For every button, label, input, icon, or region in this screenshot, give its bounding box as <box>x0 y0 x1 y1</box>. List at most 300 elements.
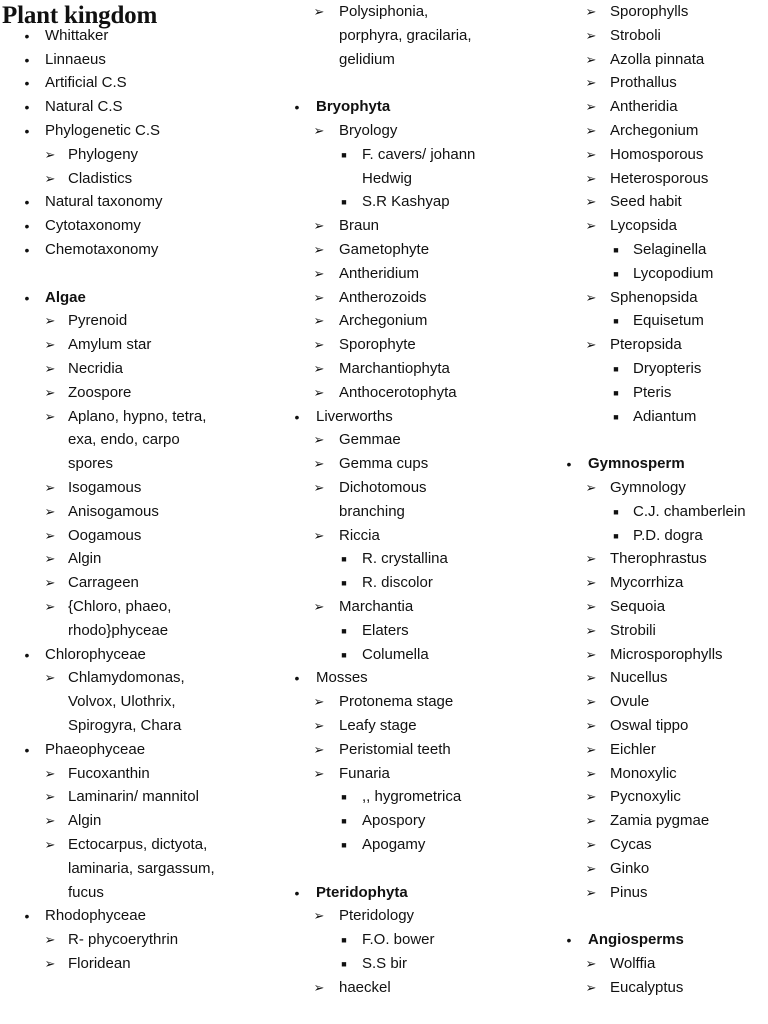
arrow-bullet-icon: ➢ <box>44 813 56 829</box>
list-item <box>0 143 270 167</box>
list-item <box>542 619 768 643</box>
square-bullet-icon: ■ <box>341 149 347 160</box>
arrow-bullet-icon: ➢ <box>313 480 325 495</box>
list-item <box>542 952 768 976</box>
list-item-text: Isogamous <box>68 479 142 496</box>
list-item-text: Selaginella <box>633 241 707 258</box>
arrow-bullet-icon: ➢ <box>585 218 597 234</box>
list-item-text: Archegonium <box>339 312 428 330</box>
arrow-bullet-icon: ➢ <box>44 599 56 614</box>
list-item-text: Aplano, hypno, tetra, <box>68 407 207 425</box>
list-item <box>270 666 542 690</box>
list-item <box>270 24 542 48</box>
list-item <box>270 595 542 619</box>
list-item <box>542 262 768 286</box>
list-item-text: Braun <box>339 217 380 235</box>
arrow-bullet-icon: ➢ <box>44 503 56 519</box>
list-item-text: F. cavers/ johann <box>362 145 476 163</box>
list-item-text: Pycnoxylic <box>610 788 681 806</box>
arrow-bullet-icon: ➢ <box>585 99 597 115</box>
bullet-dot-icon: • <box>24 194 30 211</box>
arrow-bullet-icon: ➢ <box>313 265 325 281</box>
arrow-bullet-icon: ➢ <box>44 932 56 948</box>
list-item <box>542 809 768 833</box>
section-heading <box>0 286 270 310</box>
list-item <box>270 119 542 143</box>
list-item <box>542 238 768 262</box>
bullet-dot-icon: • <box>24 218 30 235</box>
bullet-dot-icon: • <box>24 27 30 44</box>
list-item-text: Oswal tippo <box>610 717 689 734</box>
list-item-text: Eucalyptus <box>610 978 684 996</box>
square-bullet-icon: ■ <box>341 554 347 565</box>
list-item-text: Necridia <box>68 360 124 377</box>
list-item-text: Funaria <box>339 764 390 782</box>
list-item-text: Microsporophylls <box>610 645 723 663</box>
list-item <box>0 167 270 191</box>
list-item <box>270 0 542 24</box>
list-item <box>270 690 542 714</box>
list-item-text: Linnaeus <box>45 50 106 68</box>
list-item <box>542 119 768 143</box>
square-bullet-icon: ■ <box>613 245 619 255</box>
list-item <box>542 214 768 238</box>
arrow-bullet-icon: ➢ <box>313 456 325 472</box>
arrow-bullet-icon: ➢ <box>44 361 56 376</box>
list-item <box>542 0 768 24</box>
list-item-text: Sequoia <box>610 598 666 615</box>
list-item <box>0 690 270 714</box>
list-item-text: F.O. bower <box>362 931 435 949</box>
arrow-bullet-icon: ➢ <box>585 860 597 876</box>
list-item <box>270 619 542 643</box>
list-item-text: Spirogyra, Chara <box>68 717 182 734</box>
list-item <box>542 881 768 905</box>
arrow-bullet-icon: ➢ <box>585 27 597 43</box>
list-item <box>270 214 542 238</box>
list-item-text: Phaeophyceae <box>45 740 146 758</box>
list-item <box>542 24 768 48</box>
list-item <box>542 71 768 95</box>
list-item <box>270 452 542 476</box>
list-item <box>270 428 542 452</box>
square-bullet-icon: ■ <box>341 792 347 803</box>
list-item-text: Gymnology <box>610 479 686 496</box>
list-item-text: Natural C.S <box>45 98 123 116</box>
list-item-text: porphyra, gracilaria, <box>339 26 472 44</box>
list-item-text: fucus <box>68 883 104 901</box>
list-item-text: Cytotaxonomy <box>45 217 141 235</box>
list-item-text: Oogamous <box>68 526 142 544</box>
list-item <box>542 524 768 548</box>
list-item-text: Fucoxanthin <box>68 764 150 782</box>
arrow-bullet-icon: ➢ <box>585 670 597 686</box>
list-item-text: Strobili <box>610 621 656 639</box>
arrow-bullet-icon: ➢ <box>585 170 597 186</box>
list-item-text: {Chloro, phaeo, <box>68 598 172 615</box>
list-item <box>0 190 270 214</box>
square-bullet-icon: ■ <box>613 506 619 517</box>
arrow-bullet-icon: ➢ <box>313 337 325 353</box>
list-item-text: R. discolor <box>362 574 433 592</box>
list-item <box>270 309 542 333</box>
list-item-text: Therophrastus <box>610 550 707 568</box>
arrow-bullet-icon: ➢ <box>585 146 597 162</box>
arrow-bullet-icon: ➢ <box>585 884 597 900</box>
arrow-bullet-icon: ➢ <box>44 789 56 805</box>
list-item-text: Phylogenetic C.S <box>45 122 161 139</box>
list-item-text: Elaters <box>362 621 409 639</box>
list-item-text: Homosporous <box>610 145 704 163</box>
square-bullet-icon: ■ <box>613 387 619 398</box>
bullet-dot-icon: • <box>294 670 300 687</box>
bullet-dot-icon: • <box>24 289 30 306</box>
list-item <box>542 976 768 1000</box>
list-item <box>270 785 542 809</box>
arrow-bullet-icon: ➢ <box>313 123 325 138</box>
list-item-text: Gemmae <box>339 431 401 449</box>
list-item-text: S.R Kashyap <box>362 193 450 211</box>
list-item <box>270 571 542 595</box>
arrow-bullet-icon: ➢ <box>44 337 56 353</box>
list-item-text: C.J. chamberlein <box>633 502 746 520</box>
list-item-text: Antherozoids <box>339 288 427 306</box>
list-item <box>270 143 542 167</box>
list-item-text: rhodo}phyceae <box>68 621 169 639</box>
arrow-bullet-icon: ➢ <box>313 218 325 234</box>
arrow-bullet-icon: ➢ <box>585 51 597 67</box>
arrow-bullet-icon: ➢ <box>313 908 325 924</box>
arrow-bullet-icon: ➢ <box>313 313 325 329</box>
list-item-text: Natural taxonomy <box>45 193 163 211</box>
list-item <box>542 286 768 310</box>
list-item-text: Pteridology <box>339 907 415 925</box>
list-item <box>542 690 768 714</box>
list-item-text: Pinus <box>610 883 648 901</box>
arrow-bullet-icon: ➢ <box>585 789 597 805</box>
arrow-bullet-icon: ➢ <box>44 551 56 567</box>
list-item <box>270 952 542 976</box>
list-item <box>542 547 768 571</box>
list-item <box>542 595 768 619</box>
list-item-text: Sporophyte <box>339 336 416 354</box>
list-item-text: Anthocerotophyta <box>339 383 457 401</box>
square-bullet-icon: ■ <box>613 364 619 374</box>
list-item <box>270 738 542 762</box>
list-item-text: ,, hygrometrica <box>362 788 462 806</box>
list-item-text: Archegonium <box>610 122 699 139</box>
arrow-bullet-icon: ➢ <box>44 765 56 781</box>
arrow-bullet-icon: ➢ <box>585 575 597 591</box>
bullet-dot-icon: • <box>566 932 572 949</box>
arrow-bullet-icon: ➢ <box>585 4 597 19</box>
list-item-text: Carrageen <box>68 574 139 592</box>
list-item-text: Angiosperms <box>588 931 684 949</box>
list-item <box>0 666 270 690</box>
list-item <box>270 262 542 286</box>
list-item <box>542 500 768 524</box>
list-item <box>542 309 768 333</box>
list-item <box>542 857 768 881</box>
list-item-text: Gymnosperm <box>588 455 685 473</box>
arrow-bullet-icon: ➢ <box>585 75 597 91</box>
list-item <box>270 833 542 857</box>
list-item <box>0 881 270 905</box>
arrow-bullet-icon: ➢ <box>585 599 597 614</box>
arrow-bullet-icon: ➢ <box>313 4 325 19</box>
list-item-text: Artificial C.S <box>45 74 127 92</box>
arrow-bullet-icon: ➢ <box>313 242 325 257</box>
bullet-dot-icon: • <box>24 99 30 116</box>
arrow-bullet-icon: ➢ <box>313 361 325 376</box>
list-item-text: Marchantiophyta <box>339 360 450 377</box>
list-item <box>542 190 768 214</box>
list-item-text: Chemotaxonomy <box>45 241 159 258</box>
list-item-text: Chlamydomonas, <box>68 669 185 687</box>
square-bullet-icon: ■ <box>341 625 347 636</box>
list-item <box>270 524 542 548</box>
list-item <box>542 167 768 191</box>
list-item-text: Laminarin/ mannitol <box>68 788 199 806</box>
list-item <box>0 952 270 976</box>
list-item-text: Dryopteris <box>633 360 702 377</box>
list-item <box>270 167 542 191</box>
list-item-text: Mycorrhiza <box>610 574 684 592</box>
arrow-bullet-icon: ➢ <box>44 170 56 186</box>
list-item-text: Anisogamous <box>68 502 159 520</box>
list-item <box>0 547 270 571</box>
bullet-dot-icon: • <box>24 908 30 925</box>
arrow-bullet-icon: ➢ <box>585 622 597 638</box>
list-item-text: Wolffia <box>610 955 656 972</box>
list-item-text: Antheridia <box>610 98 678 116</box>
arrow-bullet-icon: ➢ <box>585 956 597 971</box>
arrow-bullet-icon: ➢ <box>313 765 325 781</box>
list-item-text: Bryology <box>339 122 398 139</box>
arrow-bullet-icon: ➢ <box>313 432 325 448</box>
arrow-bullet-icon: ➢ <box>44 146 56 162</box>
list-item-text: Sporophylls <box>610 3 689 20</box>
arrow-bullet-icon: ➢ <box>44 670 56 686</box>
bullet-dot-icon: • <box>566 456 572 473</box>
list-item <box>0 619 270 643</box>
list-item <box>542 333 768 357</box>
list-item <box>270 500 542 524</box>
list-item-text: Lycopodium <box>633 264 714 282</box>
list-item <box>542 762 768 786</box>
arrow-bullet-icon: ➢ <box>585 480 597 495</box>
list-item <box>0 24 270 48</box>
list-item <box>270 643 542 667</box>
arrow-bullet-icon: ➢ <box>313 289 325 305</box>
arrow-bullet-icon: ➢ <box>585 718 597 733</box>
list-item <box>270 333 542 357</box>
arrow-bullet-icon: ➢ <box>585 765 597 781</box>
list-item-text: Ectocarpus, dictyota, <box>68 836 208 853</box>
arrow-bullet-icon: ➢ <box>585 837 597 852</box>
list-item-text: exa, endo, carpo <box>68 431 180 449</box>
list-item <box>542 143 768 167</box>
list-item <box>542 738 768 762</box>
list-item-text: Prothallus <box>610 74 677 92</box>
arrow-bullet-icon: ➢ <box>585 123 597 138</box>
list-item-text: R- phycoerythrin <box>68 931 179 949</box>
list-item <box>270 238 542 262</box>
list-item-text: Volvox, Ulothrix, <box>68 693 176 711</box>
list-item-text: Apogamy <box>362 836 426 853</box>
list-item-text: Bryophyta <box>316 98 391 116</box>
list-item <box>270 904 542 928</box>
arrow-bullet-icon: ➢ <box>585 551 597 567</box>
list-item-text: Stroboli <box>610 26 661 44</box>
list-item <box>270 762 542 786</box>
list-item-text: Columella <box>362 645 429 663</box>
list-item <box>0 500 270 524</box>
list-item <box>0 309 270 333</box>
list-item <box>0 595 270 619</box>
list-item <box>0 738 270 762</box>
list-item <box>0 714 270 738</box>
list-item <box>270 809 542 833</box>
arrow-bullet-icon: ➢ <box>313 384 325 400</box>
list-item-text: Nucellus <box>610 669 668 687</box>
list-item <box>0 452 270 476</box>
list-item-text: Leafy stage <box>339 717 417 734</box>
square-bullet-icon: ■ <box>613 268 619 279</box>
list-item-text: Pteris <box>633 383 672 401</box>
arrow-bullet-icon: ➢ <box>585 194 597 210</box>
arrow-bullet-icon: ➢ <box>313 979 325 995</box>
arrow-bullet-icon: ➢ <box>313 599 325 614</box>
list-item-text: Cycas <box>610 836 652 853</box>
square-bullet-icon: ■ <box>341 840 347 850</box>
list-item-text: Antheridium <box>339 264 420 282</box>
bullet-dot-icon: • <box>294 884 300 901</box>
list-item-text: Cladistics <box>68 169 133 187</box>
list-item-text: haeckel <box>339 978 391 996</box>
list-item-text: Riccia <box>339 526 380 544</box>
list-item-text: Equisetum <box>633 312 704 330</box>
list-item <box>0 833 270 857</box>
list-item <box>542 643 768 667</box>
arrow-bullet-icon: ➢ <box>44 313 56 329</box>
list-item-text: Hedwig <box>362 169 413 187</box>
list-item-text: Marchantia <box>339 598 414 615</box>
list-item-text: Dichotomous <box>339 479 427 496</box>
list-item-text: R. crystallina <box>362 550 448 568</box>
arrow-bullet-icon: ➢ <box>44 956 56 971</box>
list-item <box>0 476 270 500</box>
list-item <box>542 785 768 809</box>
list-item <box>0 857 270 881</box>
section-heading <box>270 881 542 905</box>
arrow-bullet-icon: ➢ <box>585 289 597 305</box>
list-item-text: Mosses <box>316 669 368 687</box>
list-item-text: gelidium <box>339 50 395 68</box>
list-item-text: S.S bir <box>362 955 408 972</box>
list-item-text: Floridean <box>68 955 131 972</box>
list-item-text: Liverworths <box>316 407 393 425</box>
square-bullet-icon: ■ <box>341 649 347 660</box>
list-item-text: Gametophyte <box>339 241 430 258</box>
arrow-bullet-icon: ➢ <box>313 718 325 733</box>
list-item <box>0 405 270 429</box>
list-item <box>0 524 270 548</box>
list-item-text: Gemma cups <box>339 455 429 473</box>
list-item-text: Polysiphonia, <box>339 3 429 20</box>
list-item-text: Eichler <box>610 740 656 758</box>
list-item-text: laminaria, sargassum, <box>68 859 215 877</box>
list-item-text: Pteropsida <box>610 336 682 354</box>
bullet-dot-icon: • <box>24 242 30 258</box>
list-item-text: Algin <box>68 550 102 568</box>
arrow-bullet-icon: ➢ <box>313 694 325 710</box>
list-item <box>270 476 542 500</box>
list-item-text: Algae <box>45 288 86 306</box>
list-item <box>0 95 270 119</box>
list-item <box>0 357 270 381</box>
list-item <box>0 428 270 452</box>
list-item <box>542 714 768 738</box>
list-item <box>270 357 542 381</box>
list-item-text: Zoospore <box>68 383 132 401</box>
arrow-bullet-icon: ➢ <box>585 813 597 829</box>
list-item <box>542 95 768 119</box>
bullet-dot-icon: • <box>294 408 300 425</box>
arrow-bullet-icon: ➢ <box>44 408 56 424</box>
list-item <box>542 405 768 429</box>
list-item <box>0 785 270 809</box>
list-item-text: branching <box>339 502 405 520</box>
list-item <box>0 119 270 143</box>
arrow-bullet-icon: ➢ <box>44 575 56 591</box>
bullet-dot-icon: • <box>24 51 30 68</box>
square-bullet-icon: ■ <box>613 411 619 422</box>
list-item-text: Sphenopsida <box>610 288 698 306</box>
square-bullet-icon: ■ <box>613 316 619 327</box>
list-item <box>270 190 542 214</box>
list-item <box>542 48 768 72</box>
bullet-dot-icon: • <box>24 123 30 139</box>
bullet-dot-icon: • <box>24 741 30 758</box>
list-item-text: Seed habit <box>610 193 682 211</box>
list-item-text: Azolla pinnata <box>610 50 705 68</box>
list-item <box>542 666 768 690</box>
bullet-dot-icon: • <box>294 99 300 116</box>
bullet-dot-icon: • <box>24 75 30 92</box>
arrow-bullet-icon: ➢ <box>44 527 56 543</box>
square-bullet-icon: ■ <box>341 935 347 946</box>
list-item <box>270 405 542 429</box>
arrow-bullet-icon: ➢ <box>585 694 597 710</box>
list-item-text: Whittaker <box>45 26 109 44</box>
list-item-text: Apospory <box>362 812 426 830</box>
arrow-bullet-icon: ➢ <box>44 480 56 495</box>
bullet-dot-icon: • <box>24 646 30 663</box>
list-item-text: Algin <box>68 812 102 830</box>
list-item <box>270 547 542 571</box>
list-item-text: P.D. dogra <box>633 526 703 544</box>
square-bullet-icon: ■ <box>341 959 347 969</box>
list-item-text: Rhodophyceae <box>45 907 146 925</box>
square-bullet-icon: ■ <box>341 197 347 208</box>
list-item-text: Adiantum <box>633 407 697 425</box>
arrow-bullet-icon: ➢ <box>585 741 597 757</box>
list-item <box>270 48 542 72</box>
list-item <box>0 238 270 262</box>
list-item <box>0 809 270 833</box>
arrow-bullet-icon: ➢ <box>313 741 325 757</box>
